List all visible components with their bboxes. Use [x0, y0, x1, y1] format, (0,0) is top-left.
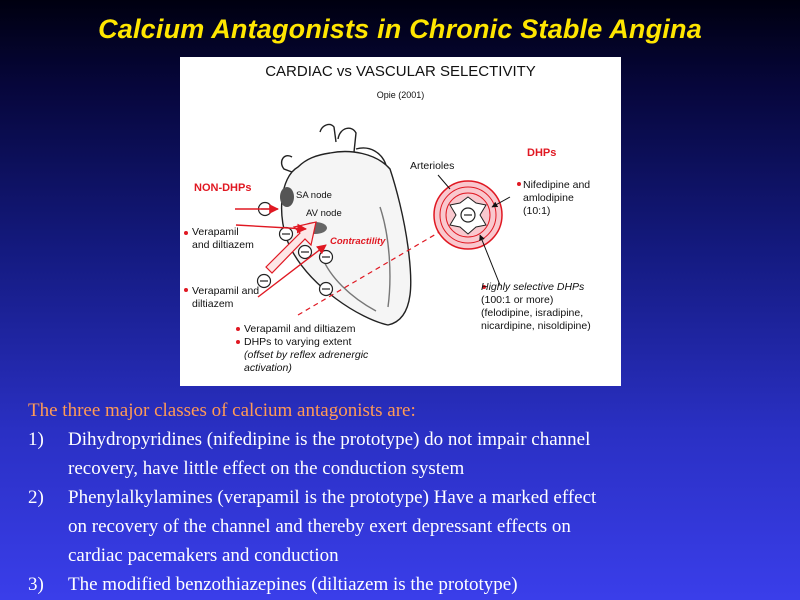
heart-drawing — [282, 125, 411, 325]
figure-title: CARDIAC vs VASCULAR SELECTIVITY — [265, 63, 536, 80]
highly-selective-label: Highly selective DHPs (100:1 or more) (felodipine, isradipine, nicardipine, nisoldipine) — [481, 281, 591, 332]
intro-line: The three major classes of calcium antagonists are: — [28, 400, 416, 421]
list-item — [28, 483, 788, 570]
list-item-text: Phenylalkylamines (verapamil is the prototype) Have a marked effect on recovery of the channel and thereby exert depressant effects on cardiac pacemakers and conduction — [68, 487, 597, 566]
list-item-number: 3) — [28, 574, 44, 595]
non-dhps-label: NON-DHPs — [194, 182, 252, 194]
figure-subtitle: Opie (2001) — [376, 90, 425, 100]
list-item — [28, 425, 788, 483]
list-item — [28, 570, 788, 599]
list-item-text: Dihydropyridines (nifedipine is the prototype) do not impair channel recovery, have little effect on the conduction system — [68, 429, 591, 479]
verapamil-label-2: Verapamil and diltiazem — [192, 285, 260, 310]
list-item-number: 1) — [28, 429, 44, 450]
bottom-note: Verapamil and diltiazem DHPs to varying extent (offset by reflex adrenergic activation) — [244, 323, 369, 374]
dhps-label: DHPs — [527, 147, 557, 159]
list-item-number: 2) — [28, 487, 44, 508]
av-node-label: AV node — [306, 208, 342, 219]
arteriole-cross-section — [434, 181, 502, 249]
body-text — [28, 396, 788, 599]
arterioles-label: Arterioles — [410, 160, 455, 172]
sa-node-label: SA node — [296, 190, 332, 201]
selectivity-figure — [180, 57, 621, 386]
nifedipine-label: Nifedipine and amlodipine (10:1) — [523, 179, 591, 217]
slide-title: Calcium Antagonists in Chronic Stable Angina — [98, 14, 702, 44]
verapamil-label-1: Verapamil and diltiazem — [192, 226, 254, 251]
list-item-text: The modified benzothiazepines (diltiazem is the prototype) — [68, 574, 518, 595]
contractility-label: Contractility — [330, 236, 386, 247]
sa-node-shape — [280, 187, 294, 207]
